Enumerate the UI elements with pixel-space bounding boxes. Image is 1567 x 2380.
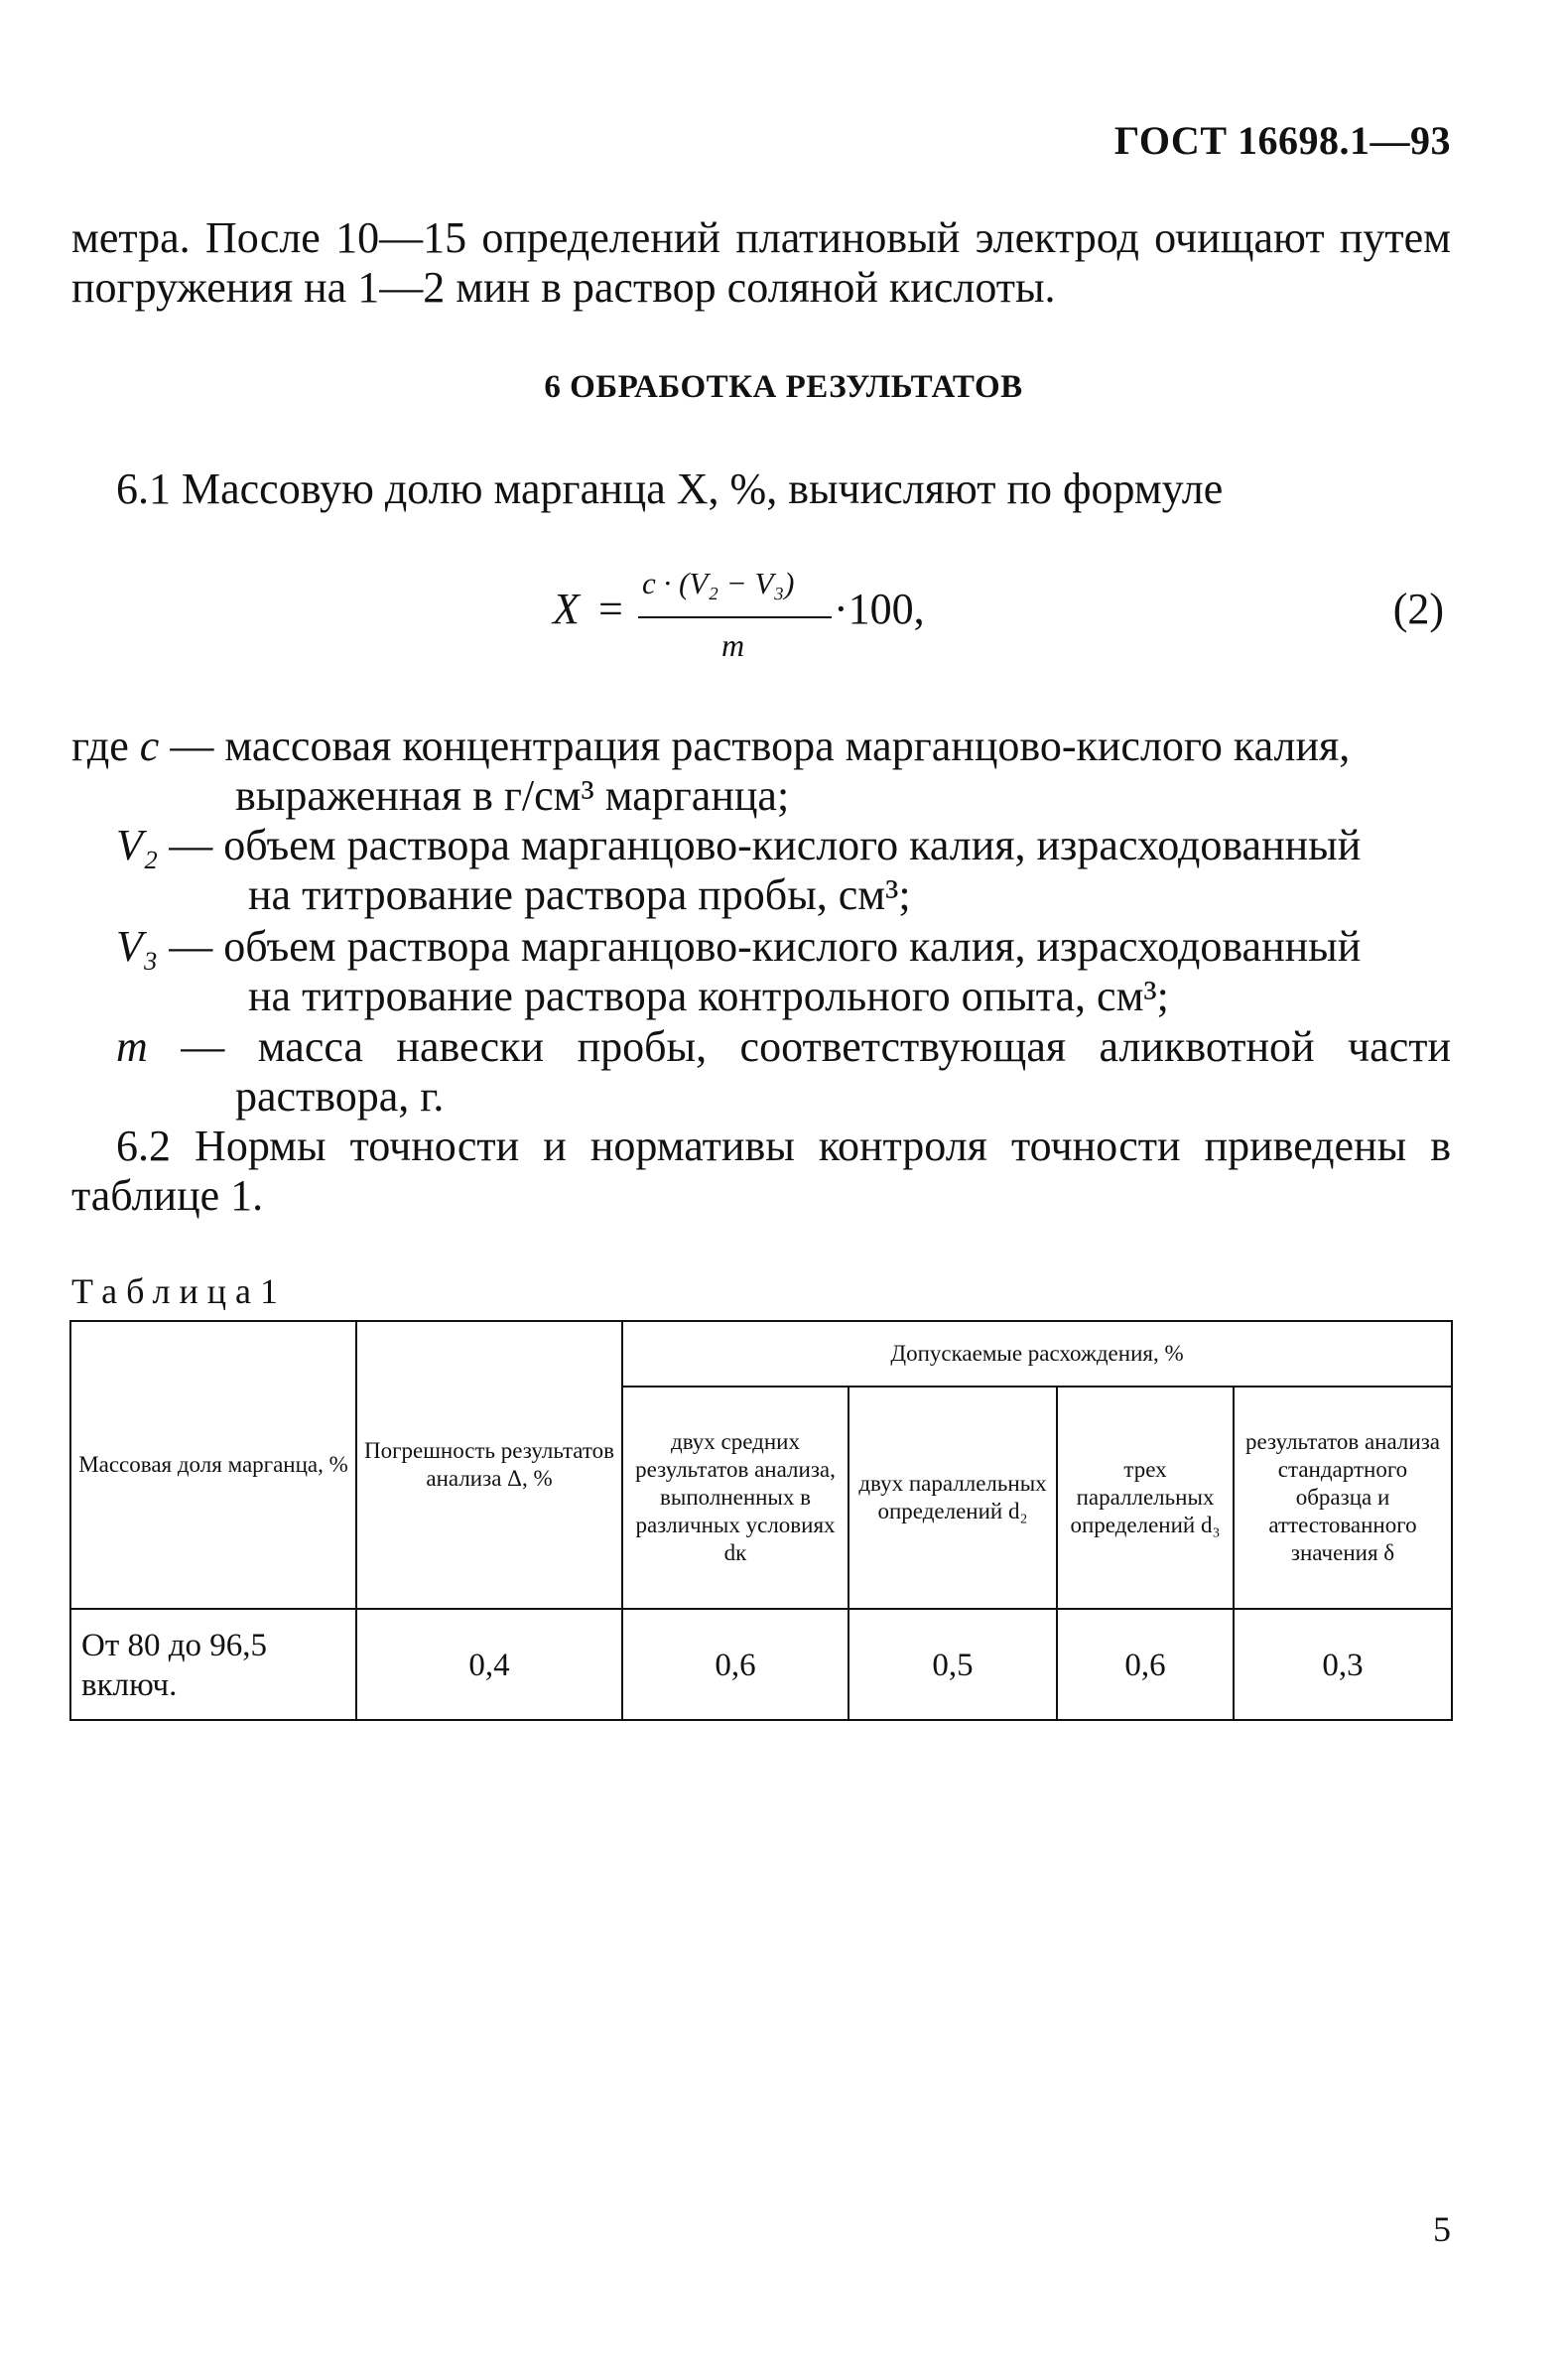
definition-dash: — (169, 821, 213, 869)
header-delta: результатов анализа стандартного образца и аттестованного значения δ (1234, 1387, 1452, 1609)
formula-fraction-bar (638, 616, 832, 618)
header-dk: двух средних результатов анализа, выполненных в различных условиях dк (622, 1387, 849, 1609)
cell-error: 0,4 (356, 1609, 622, 1720)
definition-text: масса навески пробы, соответствующая аликвотной части (257, 1022, 1452, 1071)
definition-m-continuation: раствора, г. (235, 1072, 445, 1121)
cell-d2: 0,5 (849, 1609, 1057, 1720)
definition-text: объем раствора марганцово-кислого калия, израсходованный (223, 922, 1362, 971)
definition-v3-continuation: на титрование раствора контрольного опыта, см³; (248, 972, 1169, 1020)
definition-symbol: m (116, 1022, 148, 1071)
definition-symbol: V₂ (116, 821, 159, 869)
header-error: Погрешность результатов анализа Δ, % (356, 1321, 622, 1609)
definition-v2-continuation: на титрование раствора пробы, см³; (248, 870, 911, 919)
cell-d3: 0,6 (1057, 1609, 1234, 1720)
formula-label: (2) (1392, 585, 1444, 633)
formula-numerator: c · (V₂ − V₃) (642, 566, 795, 600)
formula-equals: = (598, 585, 623, 633)
cell-delta: 0,3 (1234, 1609, 1452, 1720)
header-mass-fraction: Массовая доля марганца, % (70, 1321, 356, 1609)
table-header-row (70, 1321, 1452, 1387)
clause-6-2: 6.2 Нормы точности и нормативы контроля точности приведены в таблице 1. (71, 1122, 1451, 1220)
cell-mass-fraction: От 80 до 96,5 включ. (70, 1609, 356, 1720)
formula-denominator: m (721, 627, 745, 663)
intro-paragraph: метра. После 10—15 определений платиновый электрод очищают путем погружения на 1—2 мин в раствор соляной кислоты. (71, 213, 1451, 312)
definition-symbol: c (139, 722, 160, 770)
page-number: 5 (1433, 2209, 1451, 2249)
definition-v3 (116, 922, 1361, 972)
definition-c (71, 722, 1350, 771)
table-row (70, 1609, 1452, 1720)
clause-6-1: 6.1 Массовую долю марганца X, %, вычисляют по формуле (116, 464, 1224, 513)
definition-dash: — (169, 922, 213, 971)
definition-symbol: V₃ (116, 922, 159, 971)
definition-v2 (116, 821, 1361, 870)
definition-dash: — (181, 1022, 225, 1071)
table-caption: Таблица1 (71, 1271, 287, 1311)
document-code: ГОСТ 16698.1—93 (1113, 118, 1451, 163)
definition-dash: — (170, 722, 214, 770)
header-d3: трех параллельных определений d₃ (1057, 1387, 1234, 1609)
formula-lhs: X (553, 585, 580, 633)
header-allowed-discrepancies: Допускаемые расхождения, % (622, 1321, 1452, 1387)
definition-m (116, 1022, 1451, 1072)
accuracy-table (69, 1320, 1453, 1721)
section-title: 6 ОБРАБОТКА РЕЗУЛЬТАТОВ (544, 369, 1023, 405)
header-d2: двух параллельных определений d₂ (849, 1387, 1057, 1609)
definition-c-continuation: выраженная в г/см³ марганца; (235, 771, 790, 820)
definition-prefix: где (71, 722, 129, 770)
formula-multiplier: ·100, (834, 585, 925, 633)
definition-text: массовая концентрация раствора марганцово-кислого калия, (224, 722, 1351, 770)
cell-dk: 0,6 (622, 1609, 849, 1720)
definition-text: объем раствора марганцово-кислого калия, израсходованный (223, 821, 1362, 869)
